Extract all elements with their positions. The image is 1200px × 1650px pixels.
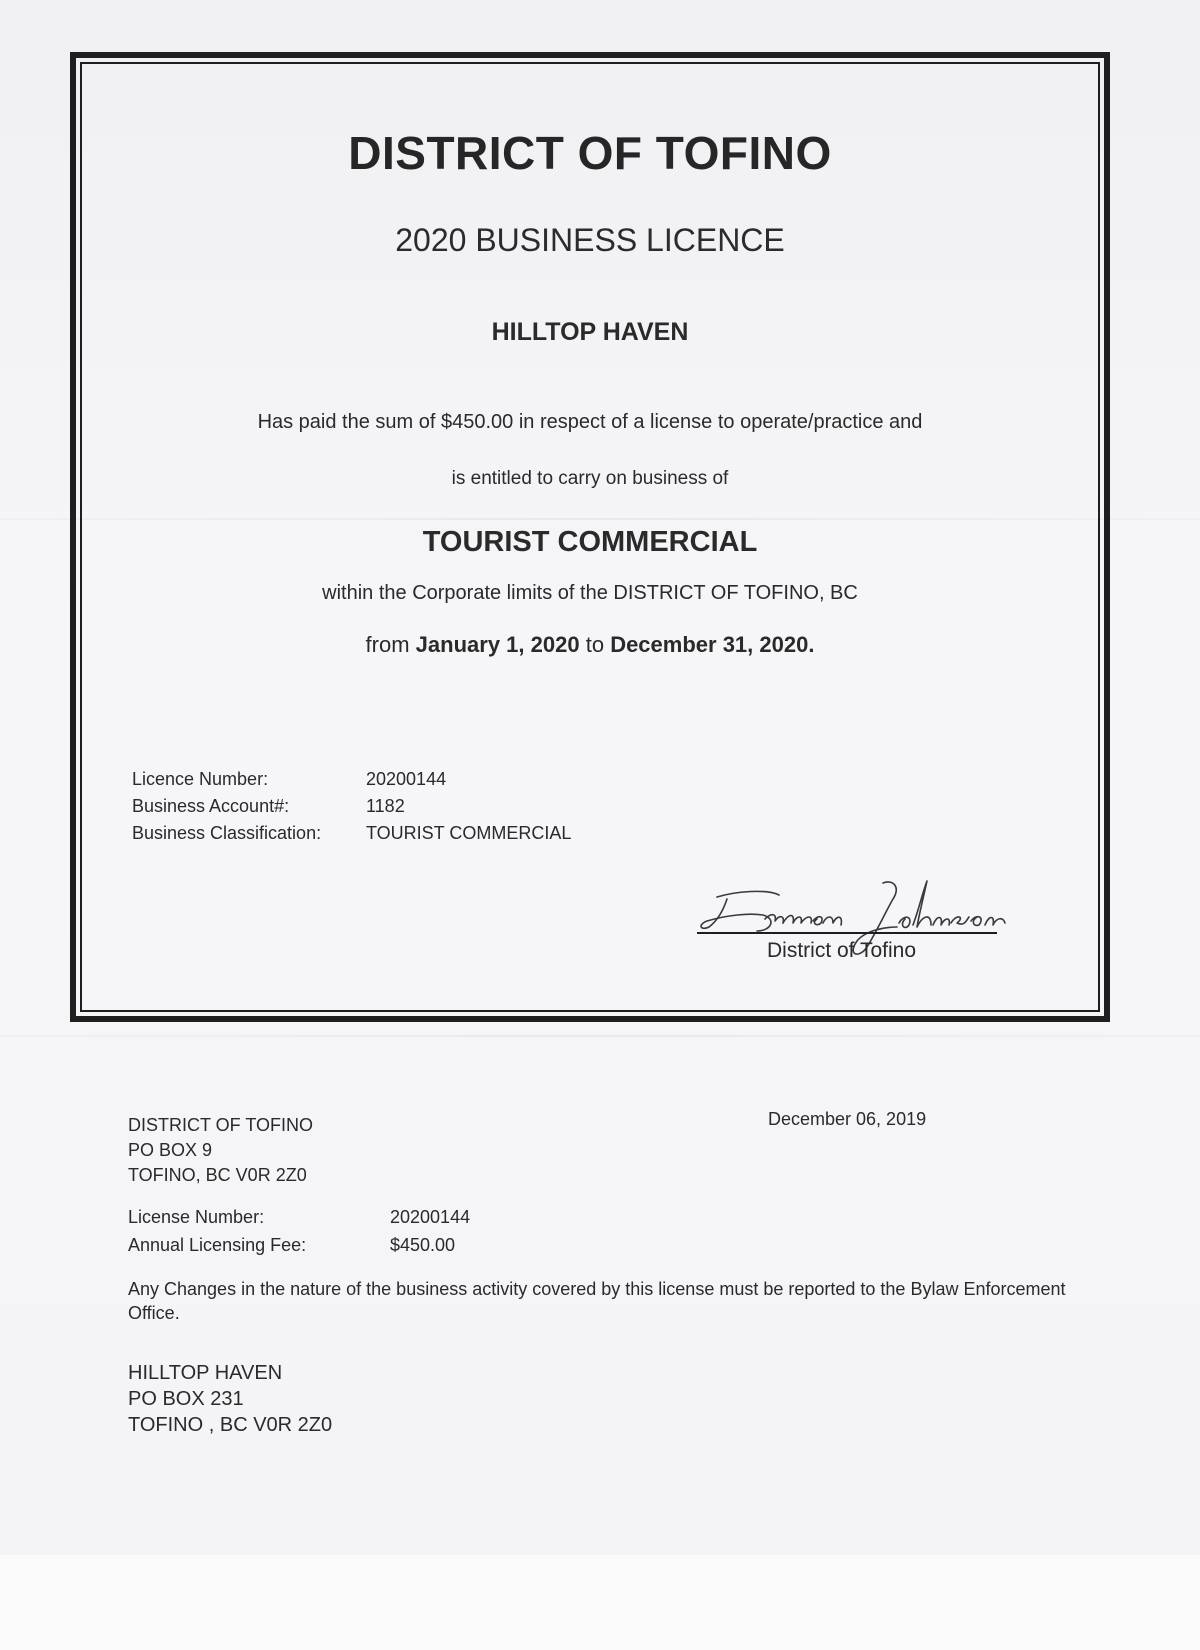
validity-period (82, 632, 1098, 658)
issue-date: December 06, 2019 (768, 1109, 927, 1129)
certificate-subtitle: 2020 BUSINESS LICENCE (395, 222, 785, 258)
detail-row (132, 766, 571, 793)
certificate-title: DISTRICT OF TOFINO (348, 127, 832, 179)
detail-label: Licence Number: (132, 769, 269, 789)
summary-row (128, 1203, 470, 1231)
paper-fold-lower (0, 1035, 1200, 1037)
business-activity: TOURIST COMMERCIAL (422, 526, 758, 558)
licence-summary (128, 1203, 470, 1259)
address-line: DISTRICT OF TOFINO (128, 1115, 314, 1135)
licence-details (132, 766, 571, 847)
address-line: HILLTOP HAVEN (128, 1362, 283, 1384)
summary-value: 20200144 (390, 1207, 471, 1227)
recipient-address (128, 1360, 332, 1438)
period-end-date: December 31, 2020. (610, 632, 815, 657)
issuer-address (128, 1113, 313, 1188)
certificate-inner-border (80, 62, 1100, 1012)
period-start-date: January 1, 2020 (415, 632, 580, 657)
address-line: PO BOX 9 (128, 1140, 213, 1160)
address-line: PO BOX 231 (128, 1388, 244, 1410)
detail-value: 1182 (366, 796, 405, 816)
entitlement-statement: is entitled to carry on business of (451, 468, 729, 489)
detail-row (132, 820, 571, 847)
summary-label: Annual Licensing Fee: (128, 1235, 307, 1255)
jurisdiction-statement: within the Corporate limits of the DISTRICT OF TOFINO, BC (322, 582, 858, 604)
summary-row (128, 1231, 470, 1259)
signature-caption: District of Tofino (767, 939, 916, 962)
address-line: TOFINO , BC V0R 2Z0 (128, 1414, 333, 1436)
summary-value: $450.00 (390, 1235, 456, 1255)
summary-label: License Number: (128, 1207, 265, 1227)
detail-label: Business Classification: (132, 823, 322, 843)
payment-statement: Has paid the sum of $450.00 in respect of a license to operate/practice and (257, 411, 923, 433)
detail-label: Business Account#: (132, 796, 290, 816)
paper-bottom-edge (0, 1555, 1200, 1650)
licence-certificate (70, 52, 1110, 1022)
signature-line (697, 932, 997, 934)
detail-row (132, 793, 571, 820)
bylaw-notice: Any Changes in the nature of the business activity covered by this license must be reported to the Bylaw Enforcement Office. (128, 1279, 1066, 1323)
period-to-word: to (585, 632, 605, 657)
signature-block (687, 869, 1007, 979)
address-line: TOFINO, BC V0R 2Z0 (128, 1165, 307, 1185)
detail-value: TOURIST COMMERCIAL (366, 823, 572, 843)
business-name: HILLTOP HAVEN (491, 318, 689, 346)
detail-value: 20200144 (366, 769, 447, 789)
period-from-word: from (365, 632, 410, 657)
